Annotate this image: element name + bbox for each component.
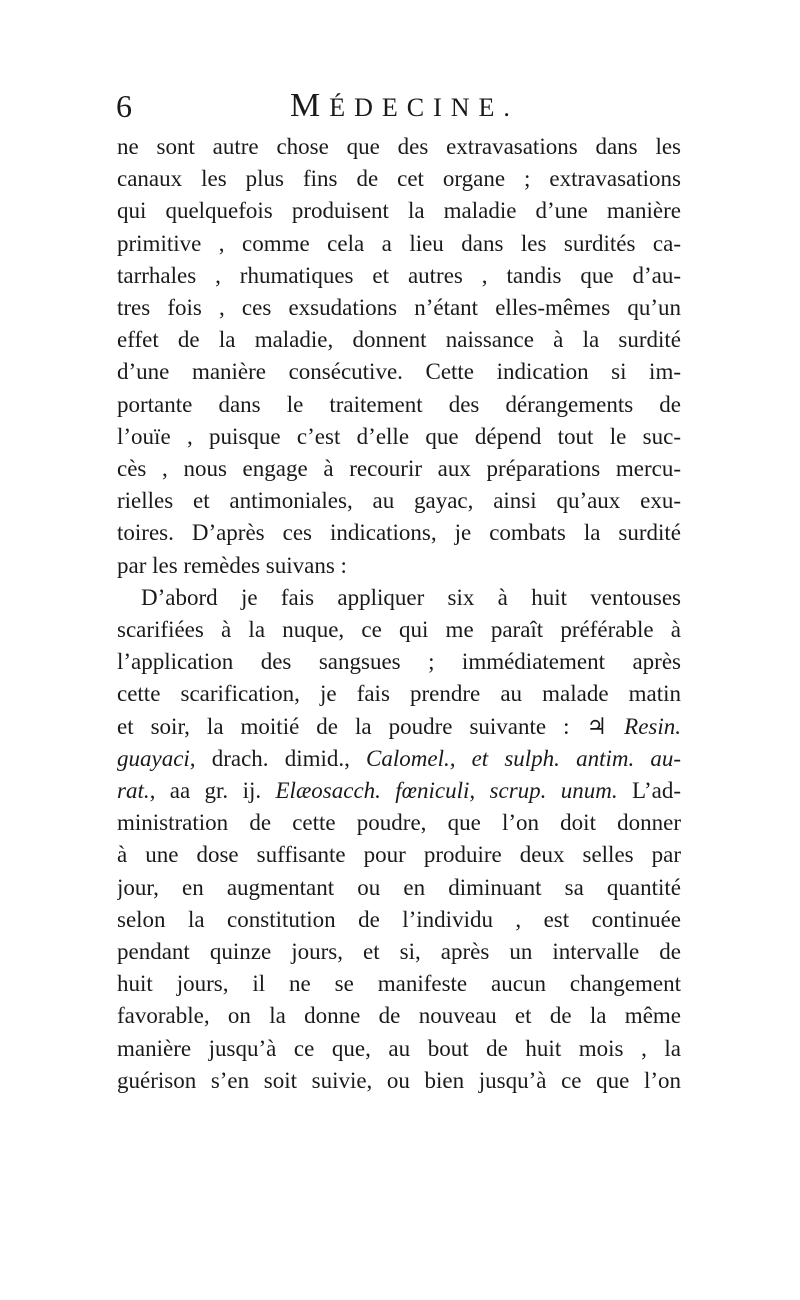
text-line: rielles et antimoniales, au gayac, ainsi qu’aux exu- — [117, 488, 681, 514]
running-title-rest: ÉDECINE. — [329, 93, 519, 122]
jupiter-symbol: ♃ — [586, 713, 608, 739]
paragraph-1 — [117, 131, 681, 582]
latin-term: Elæosacch. fœniculi, scrup. unum. — [275, 778, 618, 804]
text-line: canaux les plus fins de cet organe ; extravasations — [117, 166, 681, 192]
text-line: d’une manière consécutive. Cette indication si im- — [117, 359, 681, 385]
text-line: toires. D’après ces indications, je combats la surdité — [117, 520, 681, 546]
text-line: selon la constitution de l’individu , est continuée — [117, 906, 681, 932]
text-line: scarifiées à la nuque, ce qui me paraît préférable à — [117, 617, 681, 643]
text-fragment: et soir, la moitié de la poudre suivante : — [117, 713, 570, 739]
text-line: guérison s’en soit suivie, ou bien jusqu’à ce que l’on — [117, 1067, 681, 1093]
text-line: tres fois , ces exsudations n’étant elles-mêmes qu’un — [117, 295, 681, 321]
text-line: favorable, on la donne de nouveau et de la même — [117, 1003, 681, 1029]
text-line: huit jours, il ne se manifeste aucun changement — [117, 971, 681, 997]
latin-term: Resin. — [624, 713, 681, 739]
prescription-line-3 — [117, 775, 681, 807]
text-line: l’ouïe , puisque c’est d’elle que dépend tout le suc- — [117, 423, 681, 449]
text-line: cès , nous engage à recourir aux préparations mercu- — [117, 456, 681, 482]
text-line: effet de la maladie, donnent naissance à la surdité — [117, 327, 681, 353]
text-line: jour, en augmentant ou en diminuant sa quantité — [117, 874, 681, 900]
prescription-line-2 — [117, 743, 681, 775]
text-fragment: drach. dimid., — [211, 745, 350, 771]
text-line: D’abord je fais appliquer six à huit ventouses — [141, 584, 681, 610]
text-line: qui quelquefois produisent la maladie d’une manière — [117, 198, 681, 224]
latin-term: guayaci, — [117, 745, 196, 771]
paragraph-2 — [117, 582, 681, 1097]
running-title-initial: M — [290, 87, 330, 124]
page-number: 6 — [116, 88, 132, 124]
text-line: portante dans le traitement des dérangements de — [117, 391, 681, 417]
running-head — [110, 86, 692, 126]
text-line: ministration de cette poudre, que l’on doit donner — [117, 810, 681, 836]
text-line: tarrhales , rhumatiques et autres , tandis que d’au- — [117, 262, 681, 288]
text-fragment: L’ad- — [632, 778, 681, 804]
text-line: à une dose suffisante pour produire deux selles par — [117, 842, 681, 868]
text-line: cette scarification, je fais prendre au malade matin — [117, 681, 681, 707]
body-text — [117, 131, 681, 1097]
prescription-line-1 — [117, 711, 681, 743]
text-line: manière jusqu’à ce que, au bout de huit mois , la — [117, 1035, 681, 1061]
latin-term: Calomel., et sulph. antim. au- — [366, 745, 681, 771]
text-line: l’application des sangsues ; immédiatement après — [117, 649, 681, 675]
running-title — [290, 86, 519, 128]
text-line: primitive , comme cela a lieu dans les surdités ca- — [117, 230, 681, 256]
latin-term: rat., — [117, 778, 156, 804]
text-line: ne sont autre chose que des extravasations dans les — [117, 134, 681, 159]
text-line: par les remèdes suivans : — [117, 552, 347, 578]
text-fragment: aa gr. ij. — [169, 778, 262, 804]
text-line: pendant quinze jours, et si, après un intervalle de — [117, 939, 681, 965]
